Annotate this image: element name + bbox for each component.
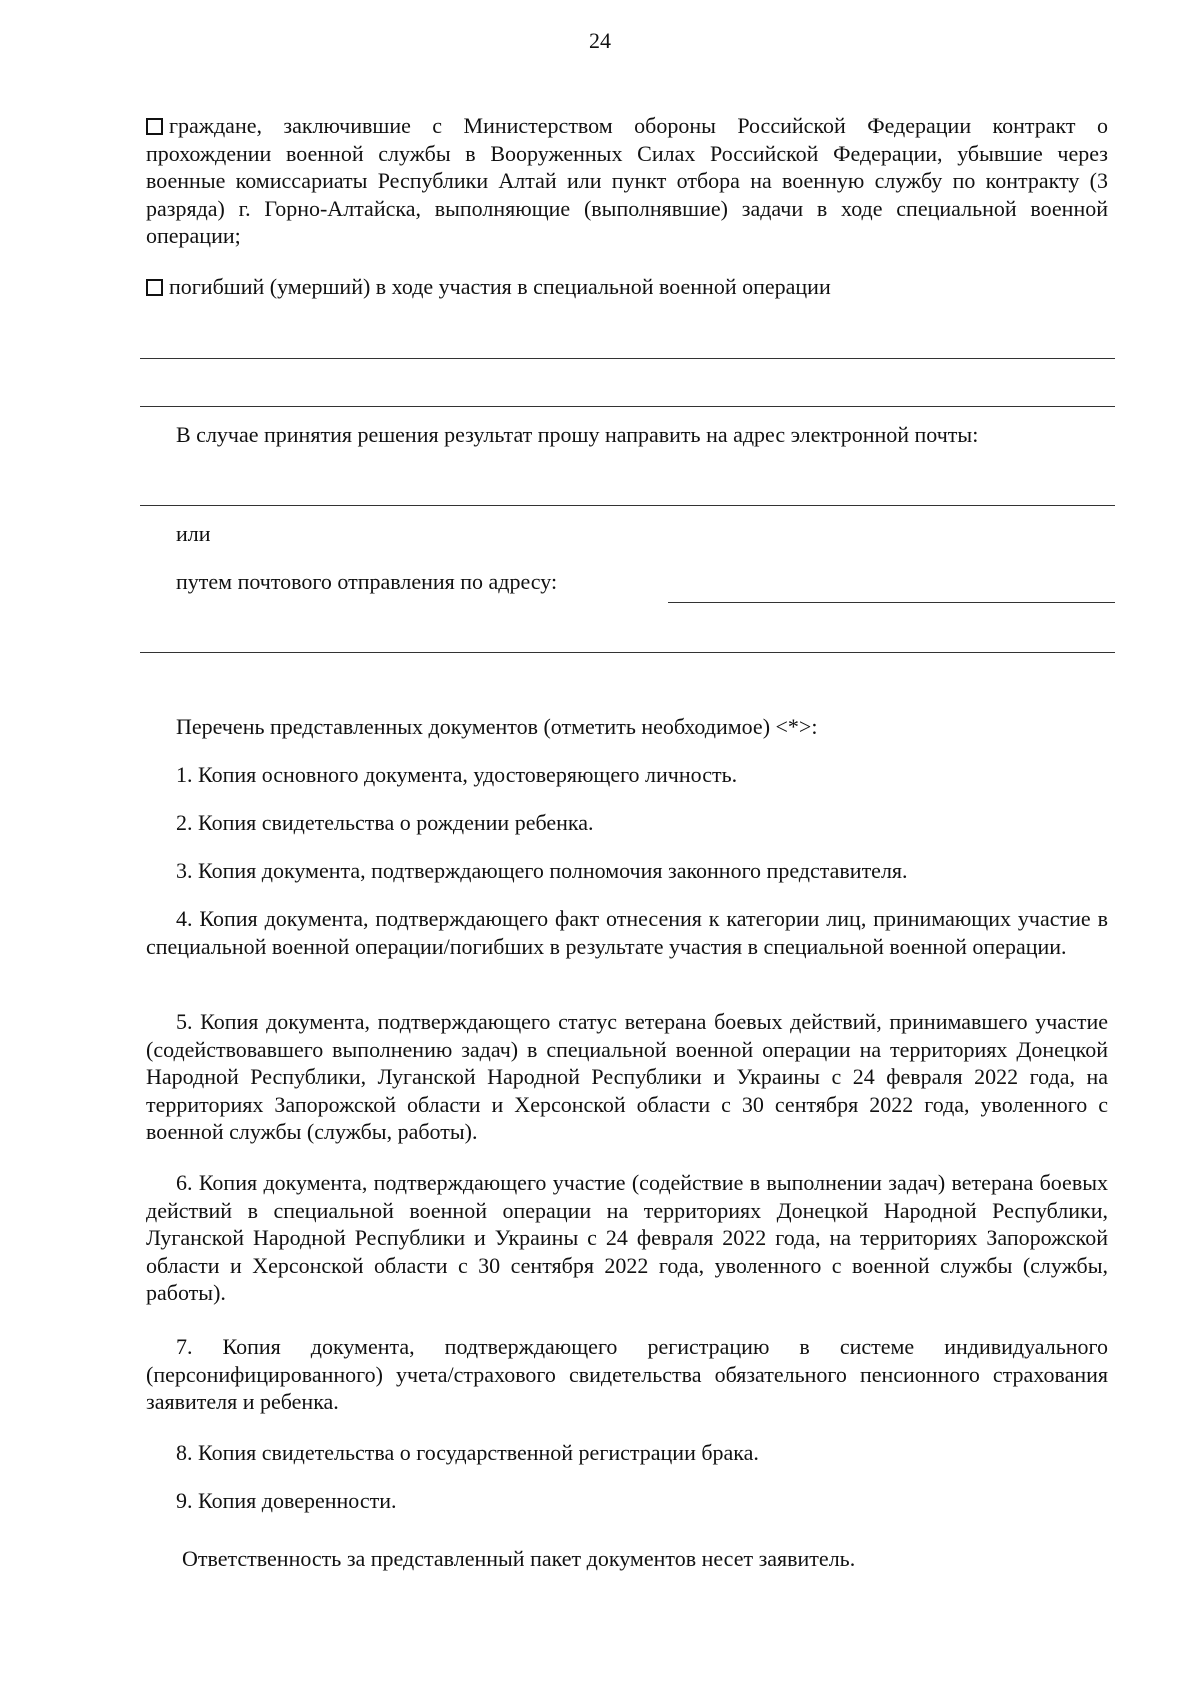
document-item-1: 1. Копия основного документа, удостоверяющего личность. [176,762,738,787]
document-item-4: 4. Копия документа, подтверждающего факт отнесения к категории лиц, принимающих участие в специальной военной операции/погибших в результате участия в специальной военной операции. [146,906,1108,959]
document-item-8: 8. Копия свидетельства о государственной регистрации брака. [176,1440,759,1465]
or-text: или [176,521,211,546]
documents-intro: Перечень представленных документов (отметить необходимое) <*>: [176,714,818,739]
document-item-2: 2. Копия свидетельства о рождении ребенка. [176,810,594,835]
checkbox-option-deceased [146,273,1108,301]
blank-line-1[interactable] [140,358,1115,359]
checkbox-option-contract [146,112,1108,250]
document-item-5: 5. Копия документа, подтверждающего статус ветерана боевых действий, принимавшего участие (содействовавшего выполнению задач) в специальной военной операции на территориях Донецкой Народной Республики, Луганской Народной Республики и Украины с 24 февраля 2022 года, на территориях Запорожской области и Херсонской области с 30 сентября 2022 года, уволенного с военной службы (службы, работы). [146,1009,1108,1144]
checkbox-contract-label: граждане, заключившие с Министерством обороны Российской Федерации контракт о прохождении военной службы в Вооруженных Силах Российской Федерации, убывшие через военные комиссариаты Республики Алтай или пункт отбора на военную службу по контракту (3 разряда) г. Горно-Алтайска, выполняющие (выполнявшие) задачи в ходе специальной военной операции; [146,113,1108,248]
responsibility-text: Ответственность за представленный пакет документов несет заявитель. [182,1546,856,1571]
document-item-6: 6. Копия документа, подтверждающего участие (содействие в выполнении задач) ветерана боевых действий в специальной военной операции на территориях Донецкой Народной Республики, Луганской Народной Республики и Украины с 24 февраля 2022 года, на территориях Запорожской области и Херсонской области с 30 сентября 2022 года, уволенного с военной службы (службы, работы). [146,1170,1108,1305]
post-address-line[interactable] [668,602,1115,603]
document-item-7: 7. Копия документа, подтверждающего регистрацию в системе индивидуального (персонифицированного) учета/страхового свидетельства обязательного пенсионного страхования заявителя и ребенка. [146,1334,1108,1414]
document-item-3: 3. Копия документа, подтверждающего полномочия законного представителя. [176,858,908,883]
post-delivery-text: путем почтового отправления по адресу: [176,569,558,594]
post-address-line-2[interactable] [140,652,1115,653]
email-delivery-text: В случае принятия решения результат прошу направить на адрес электронной почты: [176,422,979,447]
checkbox-deceased[interactable] [146,279,163,296]
blank-line-2[interactable] [140,406,1115,407]
document-item-9: 9. Копия доверенности. [176,1488,397,1513]
page-number: 24 [589,28,611,53]
checkbox-contract[interactable] [146,118,163,135]
checkbox-deceased-label: погибший (умерший) в ходе участия в специальной военной операции [169,274,831,299]
email-address-line[interactable] [140,505,1115,506]
